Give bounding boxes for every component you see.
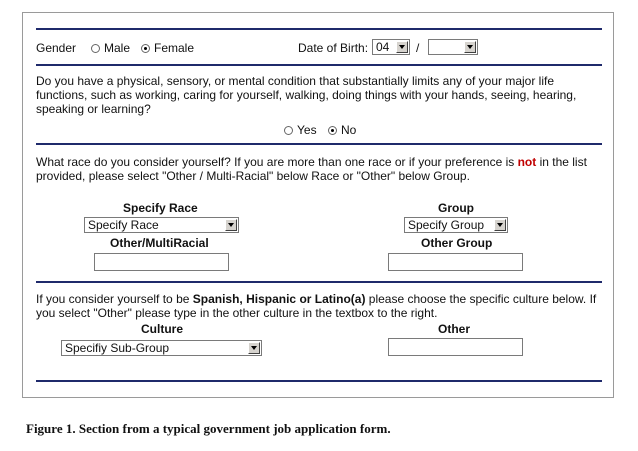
hispanic-part1: If you consider yourself to be <box>36 292 193 306</box>
chevron-down-icon[interactable] <box>494 219 506 231</box>
gender-male-label: Male <box>104 41 131 55</box>
disability-option-yes[interactable] <box>284 123 317 137</box>
race-question <box>36 155 604 183</box>
section-divider <box>36 28 602 30</box>
disability-yes-label: Yes <box>297 123 317 137</box>
gender-option-male[interactable] <box>91 41 130 55</box>
other-group-header: Other Group <box>421 236 493 250</box>
radio-yes[interactable] <box>284 126 293 135</box>
dob-month-value: 04 <box>376 40 390 54</box>
disability-question: Do you have a physical, sensory, or mental condition that substantially limits any of your major life functions, such as working, caring for yourself, walking, doing things with your hands, seeing, hearing, speaking or learning? <box>36 74 577 116</box>
section-divider <box>36 281 602 283</box>
chevron-down-icon[interactable] <box>225 219 237 231</box>
specify-race-header: Specify Race <box>123 201 198 215</box>
radio-female[interactable] <box>141 44 150 53</box>
disability-no-label: No <box>341 123 357 137</box>
dob-label: Date of Birth: <box>298 41 369 55</box>
group-value: Specify Group <box>408 218 485 232</box>
gender-option-female[interactable] <box>141 41 194 55</box>
gender-female-label: Female <box>154 41 195 55</box>
other-multiracial-header: Other/MultiRacial <box>110 236 209 250</box>
group-header: Group <box>438 201 474 215</box>
figure-caption: Figure 1. Section from a typical government job application form. <box>26 421 391 436</box>
dob-month-select[interactable] <box>372 39 410 55</box>
radio-no[interactable] <box>328 126 337 135</box>
race-question-part1: What race do you consider yourself? If you are more than one race or if your preference is <box>36 155 518 169</box>
radio-male[interactable] <box>91 44 100 53</box>
hispanic-question <box>36 292 604 320</box>
dob-separator: / <box>416 41 420 55</box>
specify-race-select[interactable] <box>84 217 239 233</box>
culture-header: Culture <box>141 322 183 336</box>
gender-label: Gender <box>36 41 77 55</box>
chevron-down-icon[interactable] <box>396 41 408 53</box>
section-divider <box>36 380 602 382</box>
other-multiracial-input[interactable] <box>94 253 229 271</box>
other-culture-input[interactable] <box>388 338 523 356</box>
chevron-down-icon[interactable] <box>464 41 476 53</box>
disability-option-no[interactable] <box>328 123 356 137</box>
culture-select[interactable] <box>61 340 262 356</box>
race-question-part2: in the list provided, please select "Other / Multi-Racial" below Race or "Other" below Group. <box>36 155 587 183</box>
hispanic-emphasis: Spanish, Hispanic or Latino(a) <box>192 292 366 306</box>
group-select[interactable] <box>404 217 508 233</box>
chevron-down-icon[interactable] <box>248 342 260 354</box>
hispanic-part2: please choose the specific culture below. If you select "Other" please type in the other culture in the textbox to the right. <box>36 292 597 320</box>
other-culture-header: Other <box>438 322 471 336</box>
specify-race-value: Specify Race <box>88 218 159 232</box>
dob-day-select[interactable] <box>428 39 478 55</box>
section-divider <box>36 143 602 145</box>
section-divider <box>36 64 602 66</box>
race-question-emphasis: not <box>517 155 537 169</box>
other-group-input[interactable] <box>388 253 523 271</box>
culture-value: Specifiy Sub-Group <box>65 341 170 355</box>
